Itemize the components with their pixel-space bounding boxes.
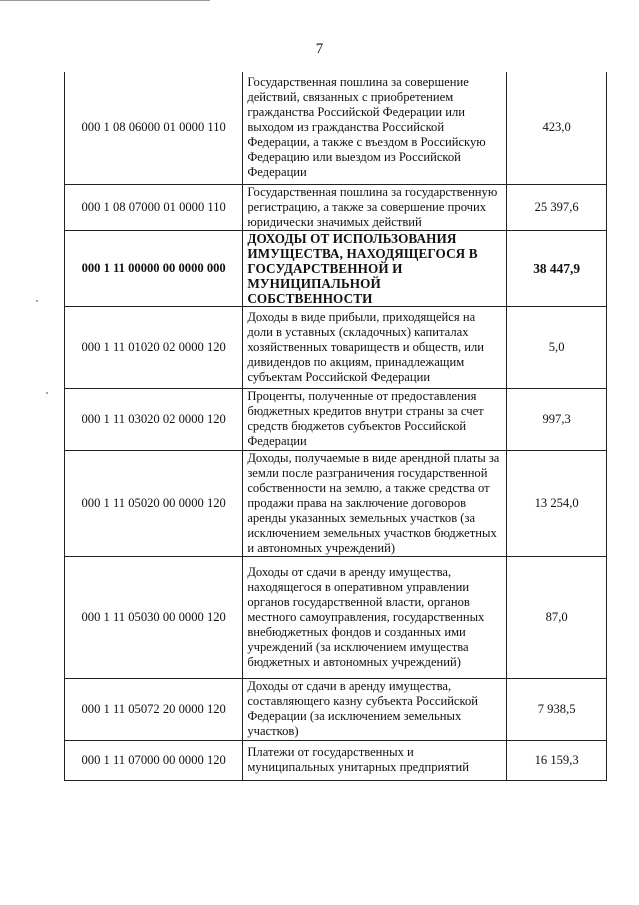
- budget-code: 000 1 11 07000 00 0000 120: [65, 740, 243, 780]
- revenue-table: [64, 72, 607, 781]
- scan-speck: [36, 300, 38, 302]
- budget-code: 000 1 11 01020 02 0000 120: [65, 306, 243, 388]
- table-row: [65, 450, 607, 556]
- revenue-amount: 13 254,0: [507, 450, 607, 556]
- revenue-name: Доходы от сдачи в аренду имущества, находящегося в оперативном управлении органов государственной власти, органов местного самоуправления, государственных внебюджетных фондов и созданных ими учреждений (за исключением имущества бюджетных и автономных учреждений): [243, 556, 507, 678]
- budget-code: 000 1 11 05020 00 0000 120: [65, 450, 243, 556]
- revenue-name: Проценты, полученные от предоставления бюджетных кредитов внутри страны за счет средств бюджетов субъектов Российской Федерации: [243, 388, 507, 450]
- budget-code: 000 1 08 07000 01 0000 110: [65, 184, 243, 230]
- revenue-amount: 16 159,3: [507, 740, 607, 780]
- revenue-amount: 423,0: [507, 72, 607, 184]
- table-row: [65, 184, 607, 230]
- revenue-amount: 87,0: [507, 556, 607, 678]
- revenue-name: Государственная пошлина за государственную регистрацию, а также за совершение прочих юридически значимых действий: [243, 184, 507, 230]
- revenue-name: ДОХОДЫ ОТ ИСПОЛЬЗОВАНИЯ ИМУЩЕСТВА, НАХОДЯЩЕГОСЯ В ГОСУДАРСТВЕННОЙ И МУНИЦИПАЛЬНОЙ СОБСТВЕННОСТИ: [243, 230, 507, 306]
- scan-speck: [46, 392, 48, 394]
- table-row: [65, 306, 607, 388]
- revenue-amount: 997,3: [507, 388, 607, 450]
- revenue-name: Доходы от сдачи в аренду имущества, составляющего казну субъекта Российской Федерации (за исключением земельных участков): [243, 678, 507, 740]
- table-row-section-total: [65, 230, 607, 306]
- budget-code: 000 1 11 00000 00 0000 000: [65, 230, 243, 306]
- budget-code: 000 1 11 05030 00 0000 120: [65, 556, 243, 678]
- revenue-amount: 5,0: [507, 306, 607, 388]
- revenue-amount: 25 397,6: [507, 184, 607, 230]
- budget-code: 000 1 11 03020 02 0000 120: [65, 388, 243, 450]
- table-row: [65, 740, 607, 780]
- revenue-name: Доходы, получаемые в виде арендной платы за земли после разграничения государственной собственности на землю, а также средства от продажи права на заключение договоров аренды указанных земельных участков (за исключением земельных участков бюджетных и автономных учреждений): [243, 450, 507, 556]
- scan-edge-line: [0, 0, 210, 1]
- table-row: [65, 388, 607, 450]
- budget-code: 000 1 11 05072 20 0000 120: [65, 678, 243, 740]
- revenue-amount: 7 938,5: [507, 678, 607, 740]
- revenue-name: Доходы в виде прибыли, приходящейся на доли в уставных (складочных) капиталах хозяйственных товариществ и обществ, или дивидендов по акциям, принадлежащим субъектам Российской Федерации: [243, 306, 507, 388]
- revenue-name: Государственная пошлина за совершение действий, связанных с приобретением гражданства Российской Федерации или выходом из гражданства Российской Федерации, а также с въездом в Российскую Федерацию или выездом из Российской Федерации: [243, 72, 507, 184]
- page-number: 7: [315, 41, 324, 57]
- revenue-amount: 38 447,9: [507, 230, 607, 306]
- budget-code: 000 1 08 06000 01 0000 110: [65, 72, 243, 184]
- revenue-name: Платежи от государственных и муниципальных унитарных предприятий: [243, 740, 507, 780]
- table-row: [65, 678, 607, 740]
- table-row: [65, 72, 607, 184]
- table-row: [65, 556, 607, 678]
